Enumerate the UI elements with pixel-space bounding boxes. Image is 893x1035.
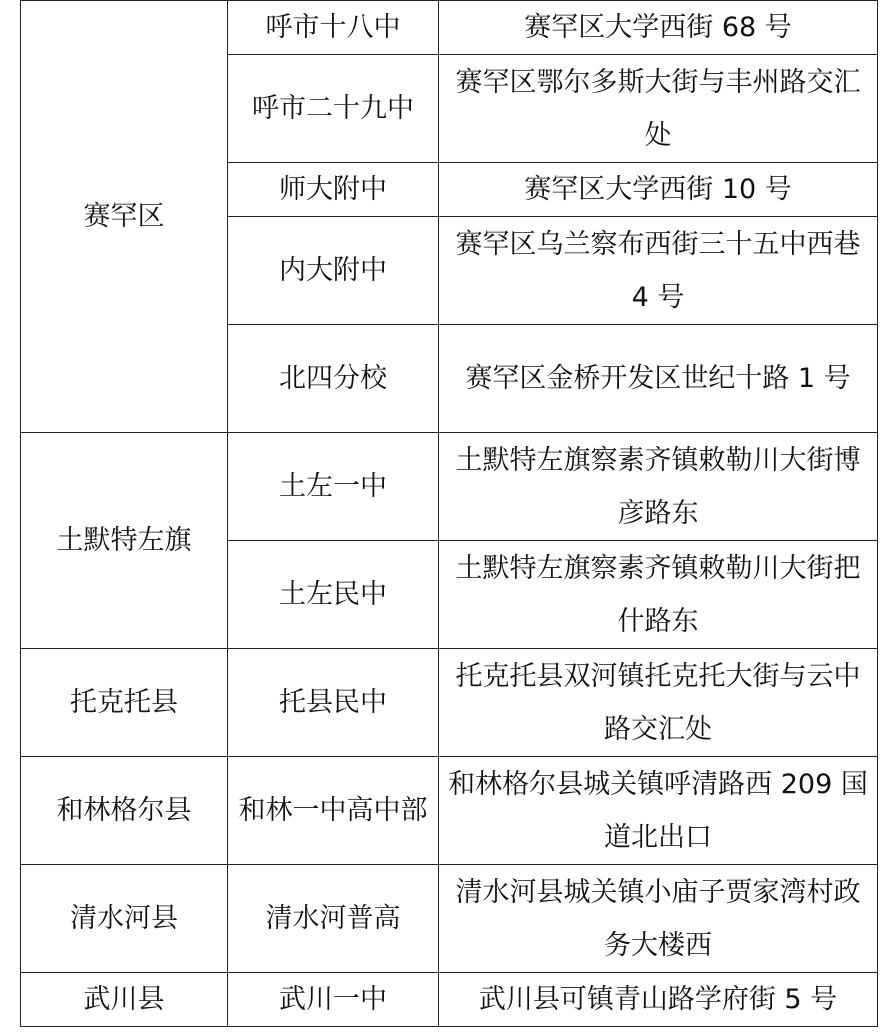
table-row bbox=[21, 757, 878, 865]
address-cell: 武川县可镇青山路学府街 5 号 bbox=[439, 973, 878, 1027]
school-cell: 武川一中 bbox=[228, 973, 439, 1027]
school-cell: 呼市十八中 bbox=[228, 1, 439, 55]
address-cell: 赛罕区大学西街 68 号 bbox=[439, 1, 878, 55]
school-cell: 清水河普高 bbox=[228, 865, 439, 973]
table-row bbox=[21, 1, 878, 55]
district-cell: 托克托县 bbox=[21, 649, 228, 757]
district-cell: 和林格尔县 bbox=[21, 757, 228, 865]
address-cell: 土默特左旗察素齐镇敕勒川大街把什路东 bbox=[439, 541, 878, 649]
table-row bbox=[21, 433, 878, 541]
school-cell: 内大附中 bbox=[228, 217, 439, 325]
address-cell: 赛罕区乌兰察布西街三十五中西巷 4 号 bbox=[439, 217, 878, 325]
school-address-table bbox=[20, 0, 878, 1027]
district-cell: 赛罕区 bbox=[21, 1, 228, 433]
school-cell: 土左民中 bbox=[228, 541, 439, 649]
district-cell: 清水河县 bbox=[21, 865, 228, 973]
table-row bbox=[21, 973, 878, 1027]
address-cell: 土默特左旗察素齐镇敕勒川大街博彦路东 bbox=[439, 433, 878, 541]
school-cell: 呼市二十九中 bbox=[228, 55, 439, 163]
address-cell: 和林格尔县城关镇呼清路西 209 国道北出口 bbox=[439, 757, 878, 865]
school-cell: 土左一中 bbox=[228, 433, 439, 541]
school-cell: 托县民中 bbox=[228, 649, 439, 757]
address-cell: 清水河县城关镇小庙子贾家湾村政务大楼西 bbox=[439, 865, 878, 973]
address-cell: 赛罕区鄂尔多斯大街与丰州路交汇处 bbox=[439, 55, 878, 163]
school-cell: 北四分校 bbox=[228, 325, 439, 433]
address-cell: 赛罕区金桥开发区世纪十路 1 号 bbox=[439, 325, 878, 433]
table-row bbox=[21, 649, 878, 757]
address-cell: 托克托县双河镇托克托大街与云中路交汇处 bbox=[439, 649, 878, 757]
district-cell: 土默特左旗 bbox=[21, 433, 228, 649]
table-row bbox=[21, 865, 878, 973]
school-cell: 和林一中高中部 bbox=[228, 757, 439, 865]
school-cell: 师大附中 bbox=[228, 163, 439, 217]
school-address-table-container bbox=[20, 0, 878, 1027]
address-cell: 赛罕区大学西街 10 号 bbox=[439, 163, 878, 217]
district-cell: 武川县 bbox=[21, 973, 228, 1027]
